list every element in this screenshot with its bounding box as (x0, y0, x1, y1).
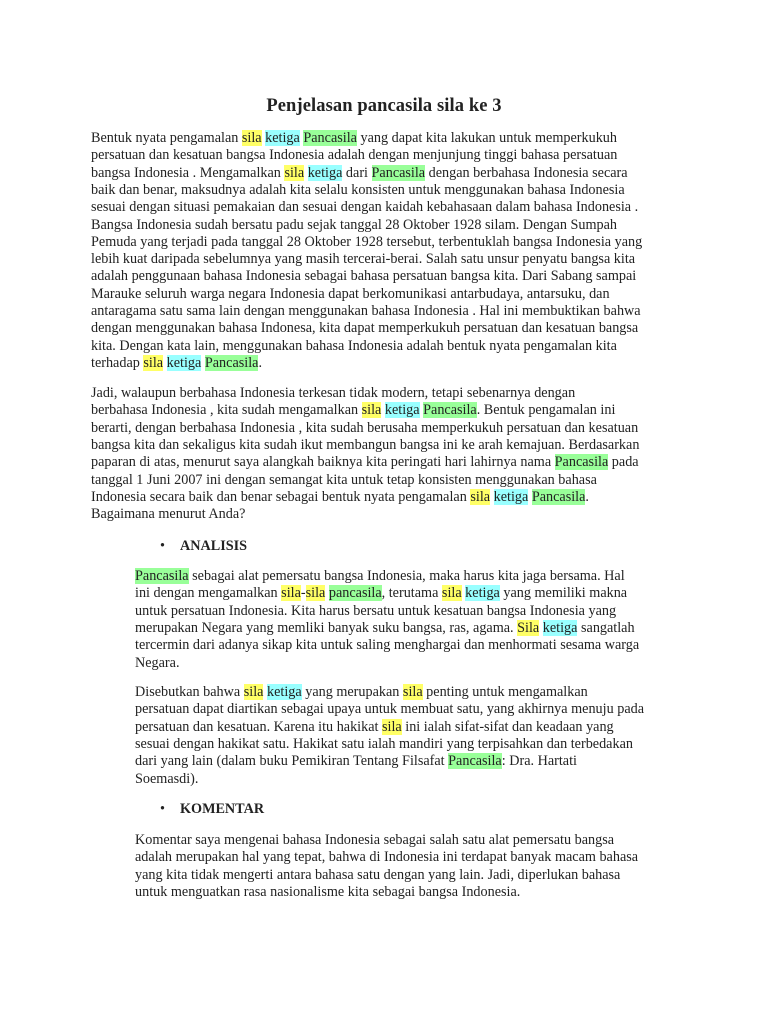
text-line (135, 736, 633, 753)
highlighted-term: ketiga (542, 619, 578, 636)
highlighted-term: Pancasila (554, 454, 609, 471)
highlighted-term: ketiga (465, 585, 500, 602)
text-line (135, 568, 625, 585)
text-run: Komentar saya mengenai bahasa Indonesia sebagai salah satu alat pemersatu bangsa (135, 832, 615, 848)
text-run: Bagaimana menurut Anda? (91, 506, 246, 523)
text-line (91, 489, 589, 506)
text-line (91, 286, 610, 303)
text-run: Disebutkan bahwa (135, 684, 244, 700)
text-line (135, 832, 614, 849)
document-title: Penjelasan pancasila sila ke 3 (266, 96, 502, 116)
text-run: lebih kuat daripada sebelumnya yang masih tercerai-berai. Salah satu unsur penyatu bangsa kita (91, 251, 636, 268)
highlighted-term: ketiga (265, 130, 300, 146)
highlighted-term: ketiga (384, 402, 420, 419)
highlighted-term: Pancasila (204, 354, 259, 371)
bullet-komentar (160, 801, 264, 818)
bullet-dot-icon: • (160, 801, 165, 817)
highlighted-term: ketiga (267, 684, 302, 700)
text-line (91, 506, 245, 523)
text-run: Bentuk nyata pengamalan (91, 130, 242, 146)
highlighted-term: sila (470, 488, 491, 505)
highlighted-term: pancasila (328, 585, 382, 602)
text-run: sesuai dengan situasi pemakaian dan sesuai dengan kaidah kebahasaan dalam bahasa Indonesia . (91, 199, 639, 216)
text-line (91, 165, 628, 182)
text-line (91, 402, 615, 419)
text-run: yang dapat kita lakukan untuk memperkukuh (356, 130, 617, 146)
text-run: persatuan dan kesatuan bangsa Indonesia adalah dengan menjunjung tinggi bahasa persatuan (91, 147, 618, 164)
highlighted-term: sila (402, 684, 423, 700)
text-run: terhadap (91, 354, 144, 371)
text-line (91, 437, 639, 454)
text-run: adalah merupakan hal yang tepat, bahwa di Indonesia ini terdapat banyak macam bahasa (135, 849, 639, 866)
text-line (135, 719, 614, 736)
bullet-analisis (160, 538, 247, 555)
text-run: untuk menguatkan rasa nasionalisme kita sebagai bangsa Indonesia. (135, 883, 521, 900)
text-line (91, 320, 638, 337)
text-run: berbahasa Indonesia , kita sudah mengamalkan (91, 402, 362, 419)
highlighted-term: Pancasila (448, 753, 502, 770)
text-run: Negara. (135, 654, 180, 671)
text-run: dari yang lain (dalam buku Pemikiran Tentang Filsafat (135, 753, 449, 770)
text-run: yang memiliki makna (499, 585, 628, 602)
highlighted-term: sila (281, 585, 301, 602)
text-run: sebagai alat pemersatu bangsa Indonesia, maka harus kita jaga bersama. Hal (188, 568, 625, 584)
text-run: Pemuda yang terjadi pada tanggal 28 Oktober 1928 tersebut, terbentuklah bangsa Indonesia yang (91, 233, 643, 250)
text-line (135, 849, 638, 866)
highlighted-term: Pancasila (303, 130, 357, 146)
text-run: pada (608, 454, 639, 471)
highlighted-term: ketiga (493, 488, 529, 505)
highlighted-term: Sila (517, 619, 540, 636)
text-line (135, 867, 620, 884)
text-run: persatuan dapat diartikan sebagai upaya untuk membuat satu, yang akhirnya menuju pada (135, 701, 645, 718)
text-line (91, 355, 262, 372)
text-run: , terutama (381, 585, 442, 602)
text-run: ini ialah sifat-sifat dan keadaan yang (401, 718, 614, 735)
highlighted-term: sila (361, 402, 382, 419)
text-run: Bangsa Indonesia sudah bersatu padu sejak tanggal 28 Oktober 1928 silam. Dengan Sumpah (91, 216, 618, 233)
text-run: sesuai dengan hakikat satu. Hakikat satu ialah mandiri yang terpisahkan dan terbedakan (135, 735, 633, 752)
text-line (91, 420, 638, 437)
text-run: tanggal 1 Juni 2007 ini dengan semangat kita untuk tetap konsisten menggunakan bahasa (91, 471, 597, 488)
text-line (135, 771, 198, 788)
text-run: Marauke seluruh warga negara Indonesia dapat berkomunikasi antarbudaya, antarsuku, dan (91, 285, 610, 302)
text-line (91, 199, 638, 216)
text-run: yang merupakan (301, 684, 403, 700)
section-heading-analisis: ANALISIS (180, 538, 248, 554)
text-run: paparan di atas, menurut saya alangkah baiknya kita peringati hari lahirnya nama (91, 454, 555, 471)
highlighted-term: sila (284, 164, 305, 181)
text-run: dari (342, 164, 372, 181)
text-run: . (258, 354, 262, 371)
text-run: ini dengan mengamalkan (135, 585, 282, 602)
highlighted-term: Pancasila (423, 402, 477, 419)
text-run: penting untuk mengamalkan (422, 684, 588, 700)
highlighted-term: sila (305, 585, 326, 602)
text-line (135, 603, 616, 620)
text-line (135, 701, 644, 718)
highlighted-term: ketiga (307, 164, 343, 181)
text-run: dengan berbahasa Indonesia secara (425, 164, 628, 181)
text-line (135, 655, 180, 672)
text-run: antaragama satu sama lain dengan menggunakan bahasa Indonesia . Hal ini membuktikan bahwa (91, 303, 641, 319)
text-run: bangsa kita dan sekaligus kita sudah ikut membangun bangsa ini ke arah kemajuan. Berdasarkan (91, 436, 640, 453)
bullet-dot-icon: • (160, 538, 165, 554)
highlighted-term: Pancasila (371, 164, 426, 181)
text-line (91, 385, 575, 402)
text-run: : Dra. Hartati (501, 753, 577, 770)
highlighted-term: Pancasila (531, 488, 586, 505)
text-line (135, 753, 577, 770)
text-run: tercermin dari adanya sikap kita untuk saling menghargai dan menhormati sesama warga (135, 637, 640, 654)
text-line (91, 268, 636, 285)
text-run: - (300, 585, 306, 602)
highlighted-term: sila (241, 130, 262, 146)
text-run: merupakan Negara yang memliki banyak suku bangsa, ras, agama. (135, 619, 518, 636)
highlighted-term: sila (243, 684, 264, 700)
text-run: berarti, dengan berbahasa Indonesia , kita sudah berusaha memperkukuh persatuan dan kesatuan (91, 419, 639, 436)
text-run: Indonesia secara baik dan benar sebagai bentuk nyata pengamalan (91, 488, 471, 505)
text-run: dengan menggunakan bahasa Indonesa, kita dapat memperkukuh persatuan dan kesatuan bangsa (91, 320, 639, 337)
text-run: kita. Dengan kata lain, menggunakan bahasa Indonesia adalah bentuk nyata pengamalan kita (91, 337, 617, 354)
text-line (135, 684, 588, 701)
text-run: persatuan dan kesatuan. Karena itu hakikat (135, 718, 382, 735)
text-line (91, 454, 639, 471)
text-run: . (585, 488, 589, 505)
text-line (135, 620, 635, 637)
text-line (91, 251, 635, 268)
text-line (91, 303, 641, 320)
text-line (91, 472, 597, 489)
text-run: untuk persatuan Indonesia. Kita harus bersatu untuk kesatuan bangsa Indonesia yang (135, 602, 617, 619)
text-run: adalah penggunaan bahasa Indonesia sebagai bahasa persatuan bangsa kita. Dari Sabang sampai (91, 268, 637, 285)
text-line (91, 217, 617, 234)
highlighted-term: sila (382, 718, 402, 735)
text-run: Jadi, walaupun berbahasa Indonesia terkesan tidak modern, tetapi sebenarnya dengan (91, 385, 576, 401)
highlighted-term: sila (441, 585, 462, 602)
text-line (91, 147, 617, 164)
section-heading-komentar: KOMENTAR (180, 801, 265, 817)
text-line (91, 338, 617, 355)
text-line (135, 884, 520, 901)
text-run: Soemasdi). (135, 770, 199, 787)
text-line (91, 130, 617, 147)
text-run: bangsa Indonesia . Mengamalkan (91, 164, 285, 181)
text-line (91, 234, 642, 251)
text-line (135, 637, 639, 654)
text-run: baik dan benar, maksudnya adalah kita selalu konsisten untuk menggunakan bahasa Indonesia (91, 181, 625, 198)
highlighted-term: Pancasila (135, 568, 189, 584)
text-run: . Bentuk pengamalan ini (476, 402, 616, 419)
text-line (91, 182, 625, 199)
text-run: sangatlah (577, 619, 635, 636)
text-run: yang kita tidak mengerti antara bahasa satu dengan yang lain. Jadi, diperlukan bahasa (135, 866, 621, 883)
text-line (135, 585, 627, 602)
highlighted-term: ketiga (166, 354, 202, 371)
highlighted-term: sila (143, 354, 164, 371)
